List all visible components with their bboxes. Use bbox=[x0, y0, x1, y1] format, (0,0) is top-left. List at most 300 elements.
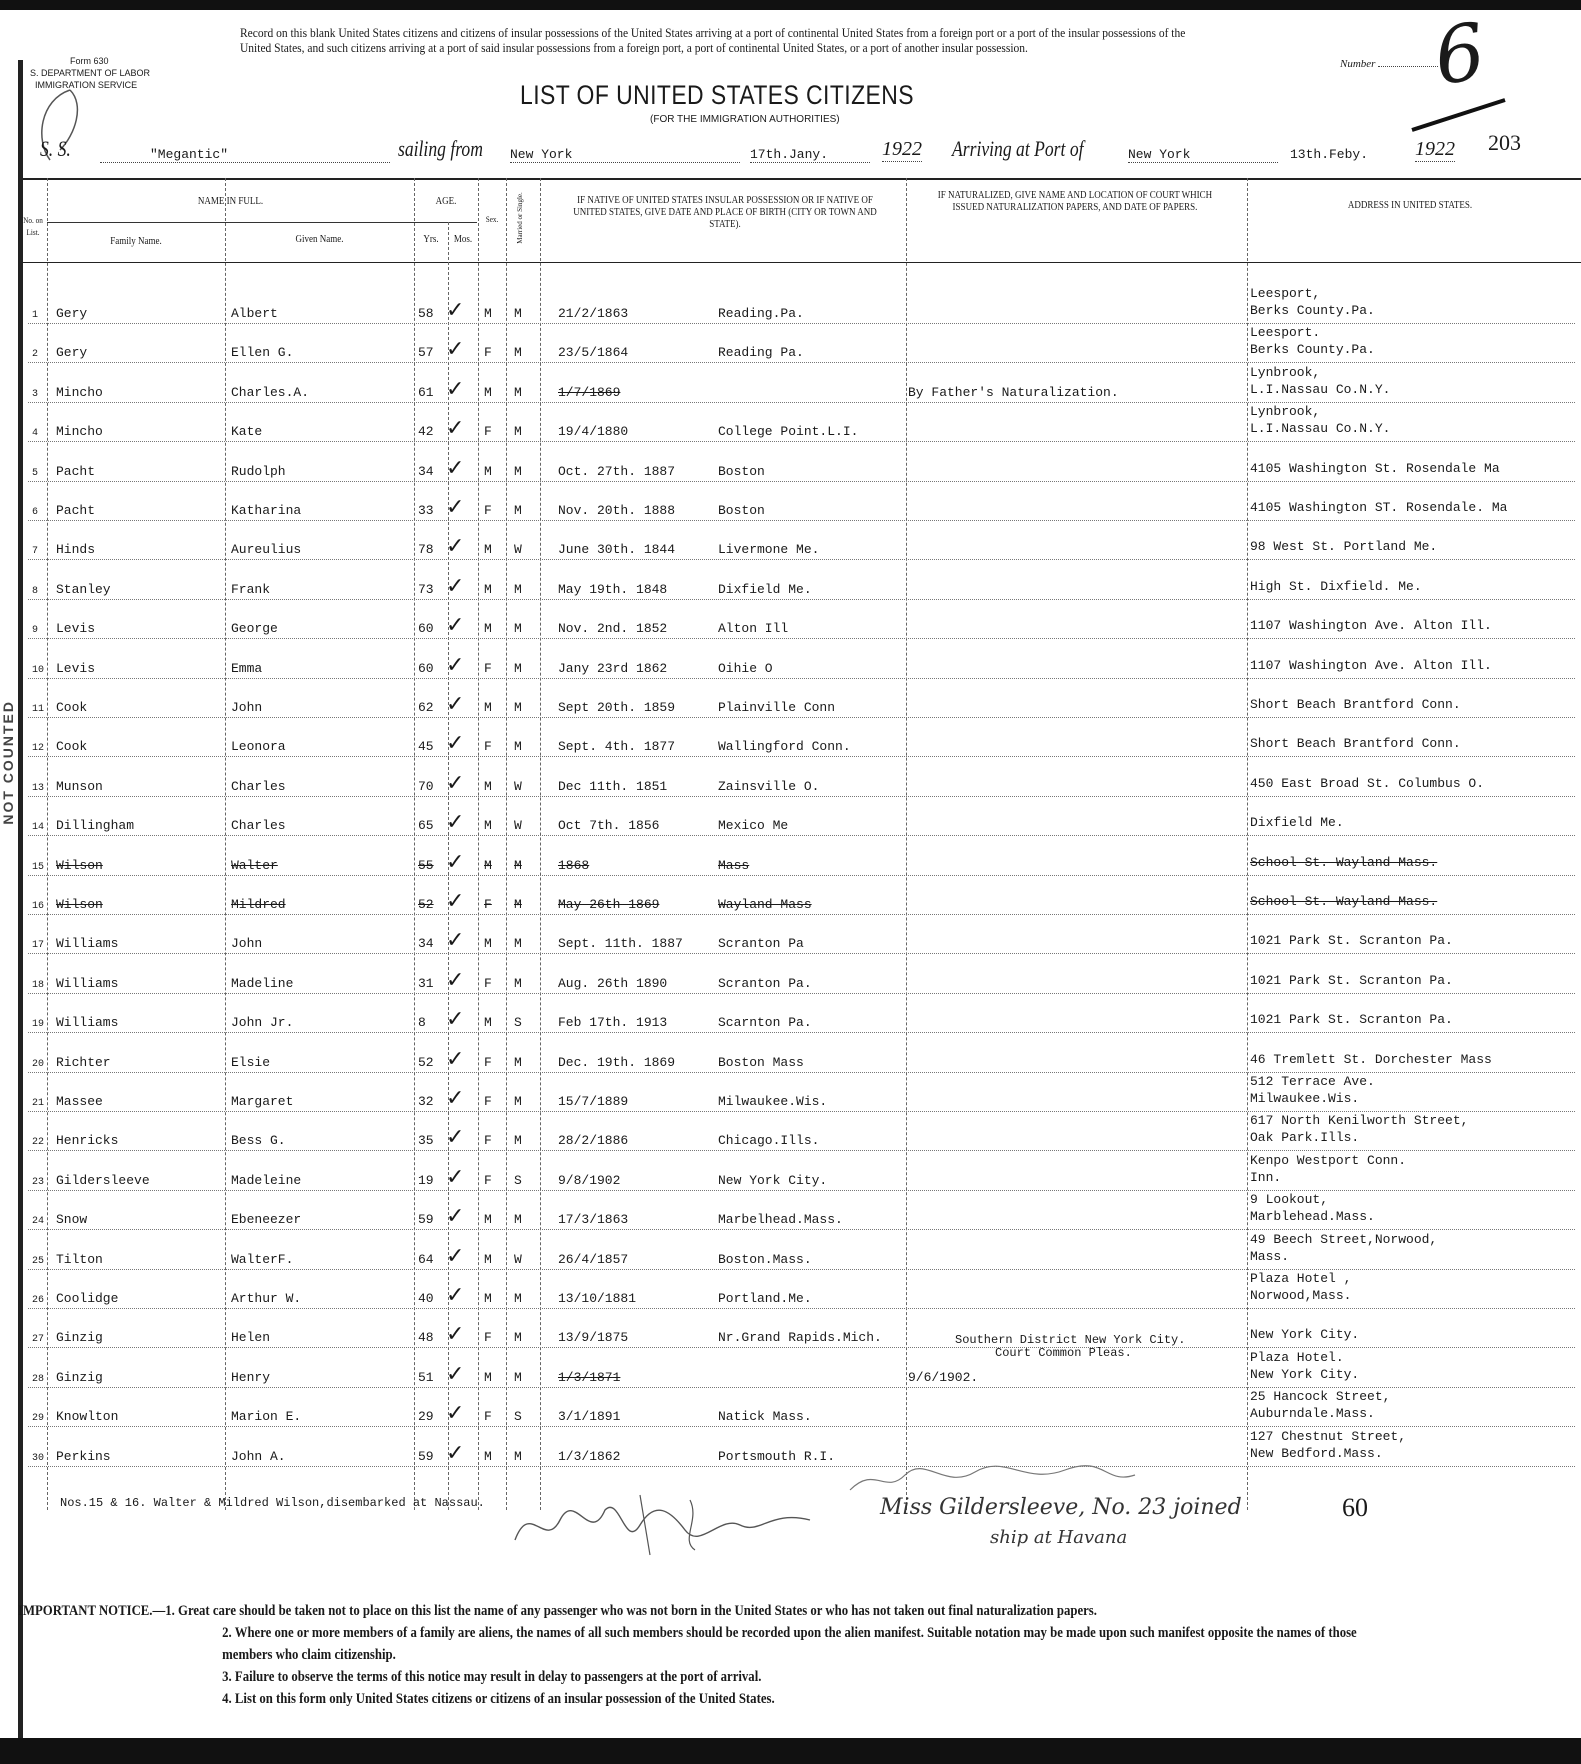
check-mark-icon: ✓ bbox=[446, 1204, 465, 1230]
birth-date: Sept. 11th. 1887 bbox=[558, 936, 683, 952]
address-line: School St. Wayland Mass. bbox=[1250, 854, 1438, 870]
age-years: 45 bbox=[418, 739, 434, 755]
age-years: 70 bbox=[418, 778, 434, 794]
address bbox=[1250, 1112, 1468, 1146]
given-name: Henry bbox=[231, 1369, 271, 1385]
given-name: Arthur W. bbox=[231, 1291, 302, 1306]
row-number: 3 bbox=[32, 388, 39, 400]
check-mark-icon: ✓ bbox=[446, 928, 465, 954]
birth-place: Boston Mass bbox=[718, 1054, 804, 1070]
sex: M bbox=[484, 463, 492, 479]
check-mark-icon: ✓ bbox=[446, 810, 465, 836]
address-line: 98 West St. Portland Me. bbox=[1250, 539, 1438, 555]
family-name: Massee bbox=[56, 1094, 103, 1109]
address bbox=[1250, 1388, 1390, 1422]
birth-place: Scarnton Pa. bbox=[718, 1015, 812, 1031]
age-years: 40 bbox=[418, 1291, 434, 1306]
birth-date: 21/2/1863 bbox=[558, 306, 629, 321]
address-line: 617 North Kenilworth Street, bbox=[1250, 1113, 1469, 1129]
address bbox=[1250, 538, 1437, 555]
address-line: Inn. bbox=[1250, 1169, 1282, 1185]
marital-status: M bbox=[514, 306, 522, 321]
age-years: 34 bbox=[418, 936, 434, 952]
age-years: 55 bbox=[418, 857, 434, 873]
check-mark-icon: ✓ bbox=[446, 652, 465, 678]
address bbox=[1250, 1152, 1406, 1186]
check-mark-icon: ✓ bbox=[446, 1322, 465, 1348]
court-line-2: Court Common Pleas. bbox=[995, 1346, 1132, 1360]
row-number: 30 bbox=[32, 1452, 45, 1464]
address bbox=[1250, 324, 1375, 358]
age-years: 31 bbox=[418, 975, 434, 991]
family-name: Pacht bbox=[56, 503, 96, 518]
sex: M bbox=[484, 1212, 492, 1228]
row-number: 29 bbox=[32, 1413, 45, 1425]
col-address: ADDRESS IN UNITED STATES. bbox=[1347, 200, 1473, 211]
sex: M bbox=[484, 1448, 492, 1464]
sex: M bbox=[484, 1291, 492, 1306]
marital-status: M bbox=[514, 1291, 522, 1306]
ship-name: "Megantic" bbox=[100, 147, 390, 163]
row-number: 16 bbox=[32, 901, 45, 912]
col-family-name: Family Name. bbox=[110, 236, 162, 247]
birth-date: 3/1/1891 bbox=[558, 1409, 621, 1425]
table-row bbox=[28, 993, 1575, 1033]
row-number: 13 bbox=[32, 782, 45, 794]
sex: M bbox=[484, 1251, 492, 1267]
sailing-label: sailing from bbox=[398, 136, 483, 161]
address bbox=[1250, 1073, 1375, 1107]
address bbox=[1250, 1191, 1375, 1225]
age-years: 60 bbox=[418, 621, 434, 637]
address bbox=[1250, 285, 1375, 319]
birth-place: Scranton Pa. bbox=[718, 975, 812, 991]
address bbox=[1250, 617, 1492, 634]
address-line: Oak Park.Ills. bbox=[1250, 1130, 1360, 1146]
birth-date: Sept 20th. 1859 bbox=[558, 700, 676, 715]
birth-date: Sept. 4th. 1877 bbox=[558, 739, 676, 755]
naturalization: 9/6/1902. bbox=[908, 1369, 979, 1385]
col-name-in-full: NAME IN FULL. bbox=[197, 196, 264, 207]
notice-label: IMPORTANT NOTICE.— bbox=[18, 1603, 166, 1619]
address-line: Marblehead.Mass. bbox=[1250, 1209, 1375, 1225]
table-row bbox=[28, 1387, 1575, 1427]
notice-item-2: 2. Where one or more members of a family are aliens, the names of all such members should be recorded upon the alien manifest. Suitable notation may be made upon such manifest opposite the names of those members who claim citizenship. bbox=[222, 1625, 1357, 1663]
sex: M bbox=[484, 818, 492, 834]
given-name: John bbox=[231, 700, 263, 715]
sex: F bbox=[484, 660, 492, 676]
handwritten-note-scribble-icon bbox=[845, 1460, 1145, 1500]
age-years: 57 bbox=[418, 345, 434, 361]
birth-place: College Point.L.I. bbox=[718, 424, 859, 440]
family-name: Mincho bbox=[56, 384, 103, 400]
ss-label: S. S. bbox=[40, 136, 71, 161]
sailing-year: 1922 bbox=[882, 138, 922, 160]
marital-status: M bbox=[514, 897, 522, 912]
birth-place: Livermone Me. bbox=[718, 542, 820, 558]
check-mark-icon: ✓ bbox=[446, 534, 465, 560]
family-name: Ginzig bbox=[56, 1330, 103, 1346]
age-years: 33 bbox=[418, 503, 434, 518]
address-line: 512 Terrace Ave. bbox=[1250, 1074, 1375, 1089]
marital-status: M bbox=[514, 424, 522, 440]
table-row bbox=[28, 914, 1575, 954]
address-line: Lynbrook, bbox=[1250, 404, 1321, 420]
family-name: Williams bbox=[56, 936, 119, 952]
family-name: Stanley bbox=[56, 581, 111, 597]
given-name: Walter bbox=[231, 857, 278, 873]
birth-place: Wayland Mass bbox=[718, 897, 812, 912]
age-years: 48 bbox=[418, 1330, 434, 1346]
age-years: 52 bbox=[418, 897, 434, 912]
given-name: Charles.A. bbox=[231, 384, 310, 400]
birth-place: Plainville Conn bbox=[718, 700, 836, 715]
address bbox=[1250, 735, 1461, 752]
given-name: Madeleine bbox=[231, 1172, 302, 1188]
birth-date: 9/8/1902 bbox=[558, 1172, 621, 1188]
row-number: 4 bbox=[32, 428, 39, 440]
birth-date: 1/7/1869 bbox=[558, 384, 621, 400]
address-line: New York City. bbox=[1250, 1366, 1360, 1382]
age-years: 59 bbox=[418, 1212, 434, 1228]
notice-item-4: 4. List on this form only United States citizens or citizens of an insular possession of the United States. bbox=[222, 1691, 775, 1707]
address bbox=[1250, 1428, 1406, 1462]
birth-date: Feb 17th. 1913 bbox=[558, 1015, 668, 1031]
family-name: Munson bbox=[56, 778, 103, 794]
address-line: Plaza Hotel , bbox=[1250, 1271, 1352, 1286]
family-name: Williams bbox=[56, 975, 119, 991]
age-years: 60 bbox=[418, 660, 434, 676]
given-name: Helen bbox=[231, 1330, 271, 1346]
age-years: 32 bbox=[418, 1094, 434, 1109]
family-name: Tilton bbox=[56, 1251, 103, 1267]
check-mark-icon: ✓ bbox=[446, 967, 465, 993]
arrival-date: 13th.Feby. bbox=[1290, 147, 1369, 162]
row-number: 18 bbox=[32, 979, 45, 991]
family-name: Wilson bbox=[56, 897, 103, 912]
address bbox=[1250, 1270, 1351, 1304]
court-name bbox=[955, 1334, 1185, 1360]
age-years: 64 bbox=[418, 1251, 434, 1267]
row-number: 9 bbox=[32, 625, 39, 637]
birth-date: 17/3/1863 bbox=[558, 1212, 629, 1228]
birth-place: Portland.Me. bbox=[718, 1291, 812, 1306]
sex: M bbox=[484, 1369, 492, 1385]
given-name: John Jr. bbox=[231, 1015, 294, 1031]
birth-place: Wallingford Conn. bbox=[718, 739, 851, 755]
address-line: L.I.Nassau Co.N.Y. bbox=[1250, 421, 1391, 437]
row-number: 19 bbox=[32, 1019, 45, 1031]
given-name: Ebeneezer bbox=[231, 1212, 302, 1228]
check-mark-icon: ✓ bbox=[446, 416, 465, 442]
notice-item-3: 3. Failure to observe the terms of this notice may result in delay to passengers at the port of arrival. bbox=[222, 1669, 762, 1685]
row-number: 24 bbox=[32, 1216, 45, 1228]
page-subtitle: (FOR THE IMMIGRATION AUTHORITIES) bbox=[650, 114, 840, 125]
row-number: 12 bbox=[32, 743, 45, 755]
sex: F bbox=[484, 1330, 492, 1346]
sex: F bbox=[484, 345, 492, 361]
address-line: 9 Lookout, bbox=[1250, 1192, 1329, 1208]
address-line: High St. Dixfield. Me. bbox=[1250, 578, 1422, 594]
address bbox=[1250, 814, 1344, 831]
scan-border-bottom bbox=[0, 1738, 1581, 1764]
check-mark-icon: ✓ bbox=[446, 1164, 465, 1190]
address-line: Leesport. bbox=[1250, 325, 1321, 341]
given-name: Mildred bbox=[231, 897, 286, 912]
sex: F bbox=[484, 739, 492, 755]
table-row bbox=[28, 1308, 1575, 1348]
birth-place: Natick Mass. bbox=[718, 1409, 812, 1425]
address-line: L.I.Nassau Co.N.Y. bbox=[1250, 381, 1391, 397]
table-row bbox=[28, 1033, 1575, 1073]
address-line: 1021 Park St. Scranton Pa. bbox=[1250, 1012, 1453, 1028]
row-number: 20 bbox=[32, 1058, 45, 1070]
row-number: 8 bbox=[32, 585, 39, 597]
row-number: 28 bbox=[32, 1373, 45, 1385]
row-number: 15 bbox=[32, 861, 45, 873]
table-row bbox=[28, 639, 1575, 679]
family-name: Snow bbox=[56, 1212, 88, 1228]
check-mark-icon: ✓ bbox=[446, 495, 465, 520]
table-row bbox=[28, 1151, 1575, 1191]
arriving-label: Arriving at Port of bbox=[952, 136, 1084, 161]
family-name: Williams bbox=[56, 1015, 119, 1031]
age-years: 58 bbox=[418, 306, 434, 321]
sex: M bbox=[484, 621, 492, 637]
given-name: John A. bbox=[231, 1448, 286, 1464]
address-line: Plaza Hotel. bbox=[1250, 1349, 1344, 1365]
address-line: New York City. bbox=[1250, 1327, 1360, 1343]
footnote: Nos.15 & 16. Walter & Mildred Wilson,disembarked at Nassau. bbox=[60, 1496, 485, 1510]
marital-status: M bbox=[514, 1330, 522, 1346]
birth-date: Dec. 19th. 1869 bbox=[558, 1054, 676, 1070]
table-row bbox=[28, 442, 1575, 482]
age-years: 73 bbox=[418, 581, 434, 597]
check-mark-icon: ✓ bbox=[446, 573, 465, 599]
address bbox=[1250, 403, 1390, 437]
family-name: Richter bbox=[56, 1054, 111, 1070]
given-name: Ellen G. bbox=[231, 345, 294, 361]
given-name: Elsie bbox=[231, 1054, 271, 1070]
marital-status: M bbox=[514, 503, 522, 518]
address-line: 1021 Park St. Scranton Pa. bbox=[1250, 933, 1453, 949]
sex: F bbox=[484, 1409, 492, 1425]
col-no: No. on List. bbox=[23, 216, 43, 237]
address bbox=[1250, 775, 1484, 792]
table-row bbox=[28, 875, 1575, 915]
row-number: 21 bbox=[32, 1098, 45, 1109]
family-name: Ginzig bbox=[56, 1369, 103, 1385]
birth-place: Chicago.Ills. bbox=[718, 1133, 820, 1149]
address-line: Milwaukee.Wis. bbox=[1250, 1091, 1360, 1106]
col-birth: IF NATIVE OF UNITED STATES INSULAR POSSESSION OR IF NATIVE OF UNITED STATES, GIVE DATE AND PLACE OF BIRTH (CITY OR TOWN AND STATE). bbox=[573, 195, 877, 230]
age-years: 62 bbox=[418, 700, 434, 715]
check-mark-icon: ✓ bbox=[446, 692, 465, 717]
page-number: 203 bbox=[1488, 130, 1521, 155]
table-row bbox=[28, 796, 1575, 836]
table-header-rule bbox=[20, 262, 1581, 263]
marital-status: M bbox=[514, 463, 522, 479]
sex: M bbox=[484, 306, 492, 321]
family-name: Levis bbox=[56, 660, 96, 676]
row-number: 14 bbox=[32, 822, 45, 834]
birth-date: June 30th. 1844 bbox=[558, 542, 676, 558]
check-mark-icon: ✓ bbox=[446, 1125, 465, 1151]
address-line: Berks County.Pa. bbox=[1250, 303, 1375, 318]
address bbox=[1250, 578, 1422, 595]
given-name: Kate bbox=[231, 424, 263, 440]
marital-status: M bbox=[514, 621, 522, 637]
address-line: 4105 Washington ST. Rosendale. Ma bbox=[1250, 500, 1508, 515]
given-name: Emma bbox=[231, 660, 263, 676]
row-number: 11 bbox=[32, 704, 45, 715]
table-row bbox=[28, 757, 1575, 797]
family-name: Cook bbox=[56, 700, 88, 715]
scan-border-left bbox=[18, 60, 23, 1750]
check-mark-icon: ✓ bbox=[446, 1401, 465, 1427]
address bbox=[1250, 1326, 1359, 1343]
birth-date: 13/9/1875 bbox=[558, 1330, 629, 1346]
row-number: 2 bbox=[32, 349, 39, 361]
given-name: George bbox=[231, 621, 278, 637]
check-mark-icon: ✓ bbox=[446, 889, 465, 914]
birth-date: 15/7/1889 bbox=[558, 1094, 629, 1109]
number-label bbox=[1340, 58, 1438, 70]
given-name: Margaret bbox=[231, 1094, 294, 1109]
naturalization: By Father's Naturalization. bbox=[908, 384, 1119, 400]
sex: F bbox=[484, 897, 492, 912]
sailing-date: 17th.Jany. bbox=[750, 147, 870, 163]
family-name: Mincho bbox=[56, 424, 103, 440]
sex: F bbox=[484, 1054, 492, 1070]
table-row bbox=[28, 1072, 1575, 1112]
table-row bbox=[28, 1111, 1575, 1151]
marital-status: M bbox=[514, 1212, 522, 1228]
marital-status: M bbox=[514, 660, 522, 676]
age-years: 65 bbox=[418, 818, 434, 834]
marital-status: W bbox=[514, 1251, 522, 1267]
number-underline-stroke-icon bbox=[1410, 95, 1510, 135]
birth-place: Marbelhead.Mass. bbox=[718, 1212, 843, 1228]
check-mark-icon: ✓ bbox=[446, 613, 465, 639]
birth-place: New York City. bbox=[718, 1172, 828, 1188]
address bbox=[1250, 499, 1507, 516]
marital-status: S bbox=[514, 1015, 522, 1031]
handwritten-note-line-1: Miss Gildersleeve, No. 23 joined bbox=[880, 1495, 1242, 1520]
table-row bbox=[28, 678, 1575, 718]
sex: M bbox=[484, 936, 492, 952]
table-row bbox=[28, 1230, 1575, 1270]
marital-status: M bbox=[514, 1448, 522, 1464]
birth-date: 19/4/1880 bbox=[558, 424, 629, 440]
given-name: Katharina bbox=[231, 503, 302, 518]
address-line: 4105 Washington St. Rosendale Ma bbox=[1250, 460, 1500, 476]
check-mark-icon: ✓ bbox=[446, 1243, 465, 1269]
given-name: Bess G. bbox=[231, 1133, 286, 1149]
col-naturalized: IF NATURALIZED, GIVE NAME AND LOCATION OF COURT WHICH ISSUED NATURALIZATION PAPERS, AND DATE OF PAPERS. bbox=[937, 190, 1213, 213]
address-line: 1107 Washington Ave. Alton Ill. bbox=[1250, 657, 1492, 673]
birth-date: 13/10/1881 bbox=[558, 1291, 637, 1306]
marital-status: S bbox=[514, 1409, 522, 1425]
birth-date: Oct. 27th. 1887 bbox=[558, 463, 676, 479]
family-name: Perkins bbox=[56, 1448, 111, 1464]
given-name: Charles bbox=[231, 778, 286, 794]
birth-date: May 26th 1869 bbox=[558, 897, 660, 912]
family-name: Coolidge bbox=[56, 1291, 119, 1306]
address bbox=[1250, 972, 1453, 989]
marital-status: M bbox=[514, 384, 522, 400]
birth-place: Portsmouth R.I. bbox=[718, 1448, 836, 1464]
marital-status: M bbox=[514, 1133, 522, 1149]
col-sex: Sex. bbox=[485, 215, 499, 224]
table-row bbox=[28, 1269, 1575, 1309]
check-mark-icon: ✓ bbox=[446, 731, 465, 757]
marital-status: M bbox=[514, 975, 522, 991]
marital-status: M bbox=[514, 1054, 522, 1070]
family-name: Levis bbox=[56, 621, 96, 637]
given-name: John bbox=[231, 936, 263, 952]
sex: F bbox=[484, 1133, 492, 1149]
marital-status: M bbox=[514, 739, 522, 755]
check-mark-icon: ✓ bbox=[446, 376, 465, 402]
sex: F bbox=[484, 503, 492, 518]
age-years: 29 bbox=[418, 1409, 434, 1425]
sex: M bbox=[484, 778, 492, 794]
given-name: WalterF. bbox=[231, 1251, 294, 1267]
table-row bbox=[28, 1348, 1575, 1388]
check-mark-icon: ✓ bbox=[446, 770, 465, 796]
table-row bbox=[28, 599, 1575, 639]
birth-place: Boston.Mass. bbox=[718, 1251, 812, 1267]
table-row bbox=[28, 836, 1575, 876]
birth-date: Dec 11th. 1851 bbox=[558, 778, 668, 794]
sex: F bbox=[484, 1094, 492, 1109]
table-row bbox=[28, 717, 1575, 757]
given-name: Madeline bbox=[231, 975, 294, 991]
check-mark-icon: ✓ bbox=[446, 1283, 465, 1308]
birth-place: Oihie O bbox=[718, 660, 773, 676]
check-mark-icon: ✓ bbox=[446, 849, 465, 875]
row-number: 22 bbox=[32, 1137, 45, 1149]
family-name: Hinds bbox=[56, 542, 96, 558]
marital-status: M bbox=[514, 581, 522, 597]
notice-item-1: 1. Great care should be taken not to place on this list the name of any passenger who was not born in the United States or who has not taken out final naturalization papers. bbox=[165, 1603, 1097, 1619]
list-number: 6 bbox=[1428, 6, 1491, 104]
marital-status: W bbox=[514, 778, 522, 794]
row-number: 7 bbox=[32, 546, 39, 558]
col-yrs: Yrs. bbox=[423, 234, 439, 245]
table-row bbox=[28, 323, 1575, 363]
address-line: 450 East Broad St. Columbus O. bbox=[1250, 775, 1485, 791]
row-number: 17 bbox=[32, 940, 45, 952]
family-name: Wilson bbox=[56, 857, 103, 873]
row-number: 6 bbox=[32, 507, 39, 518]
important-notice bbox=[18, 1600, 1373, 1710]
sex: F bbox=[484, 975, 492, 991]
handwritten-signature-icon bbox=[510, 1490, 840, 1560]
birth-place: Dixfield Me. bbox=[718, 581, 812, 597]
passenger-count: 60 bbox=[1342, 1493, 1368, 1522]
page-title: LIST OF UNITED STATES CITIZENS bbox=[520, 80, 915, 110]
table-row bbox=[28, 284, 1575, 324]
table-row bbox=[28, 402, 1575, 442]
address-line: School St. Wayland Mass. bbox=[1250, 894, 1438, 909]
address-line: 127 Chestnut Street, bbox=[1250, 1428, 1407, 1444]
table-row bbox=[28, 1190, 1575, 1230]
address-line: Dixfield Me. bbox=[1250, 815, 1344, 831]
birth-date: 28/2/1886 bbox=[558, 1133, 629, 1149]
row-number: 1 bbox=[32, 310, 39, 321]
